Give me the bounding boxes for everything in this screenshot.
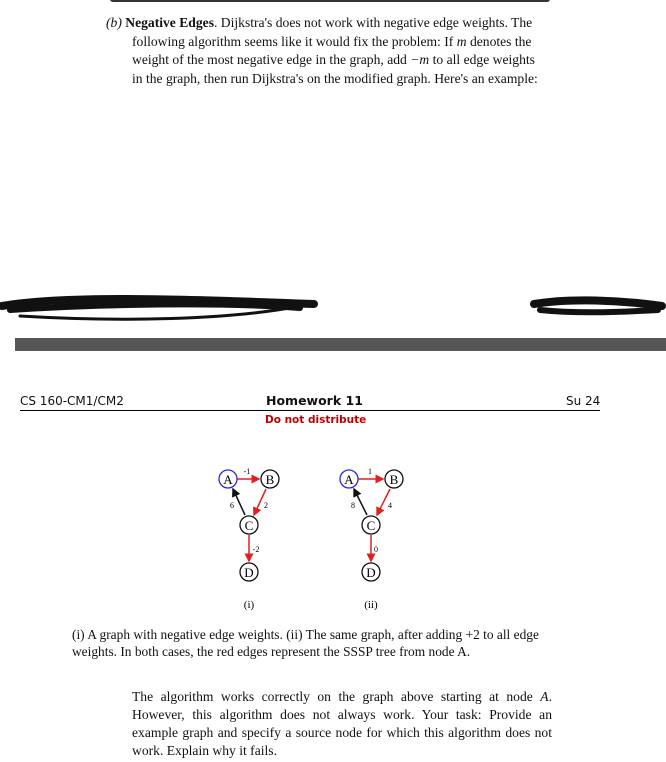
paragraph-line-2: following algorithm seems like it would fix the problem: If m denotes the xyxy=(132,33,532,49)
var-m: m xyxy=(456,33,467,49)
graph-ii-caption: (ii) xyxy=(364,599,378,611)
redaction-scribble-right xyxy=(530,294,666,320)
node-ii-b-label: B xyxy=(389,472,399,487)
task-source-node: A xyxy=(540,689,549,704)
var-neg-m: −m xyxy=(410,52,430,67)
figure-caption: (i) A graph with negative edge weights. (ii) The same graph, after adding +2 to all edge weights. In both cases, the red edges represent the SSSP tree from node A. xyxy=(72,627,539,659)
task-paragraph xyxy=(132,688,552,760)
line-1-text: Dijkstra's does not work with negative edge weights. The xyxy=(220,15,533,30)
negative-edges-paragraph xyxy=(106,14,554,88)
term-label: Su 24 xyxy=(566,394,601,408)
graph-ii xyxy=(340,467,403,611)
weight-i-ca: 6 xyxy=(230,501,234,510)
paragraph-line-3: weight of the most negative edge in the graph, add −m to all edge weights xyxy=(132,52,535,67)
course-label: CS 160-CM1/CM2 xyxy=(20,394,124,408)
node-i-b-label: B xyxy=(265,472,275,487)
weight-ii-bc: 4 xyxy=(388,501,392,510)
part-title: Negative Edges xyxy=(125,15,214,30)
edge-ii-ca xyxy=(354,489,367,515)
node-i-d-label: D xyxy=(244,565,254,580)
paragraph-line-4: in the graph, then run Dijkstra's on the modified graph. Here's an example: xyxy=(132,70,538,86)
cut-off-line xyxy=(110,0,550,2)
weight-ii-ab: 1 xyxy=(368,467,372,476)
homework-title: Homework 11 xyxy=(266,393,363,408)
node-i-c-label: C xyxy=(244,518,254,533)
node-ii-c-label: C xyxy=(366,518,376,533)
node-i-a-label: A xyxy=(223,472,233,487)
edge-i-ca xyxy=(233,489,245,515)
example-graphs-figure xyxy=(200,462,430,622)
task-part-2: . However, this algorithm does not always work. Your task: Provide an example graph and specify a source node for which this algorithm does not work. Explain why it fails. xyxy=(132,689,552,758)
weight-ii-ca: 8 xyxy=(351,501,355,510)
node-ii-a-label: A xyxy=(344,472,354,487)
task-part-1: The algorithm works correctly on the graph above starting at node xyxy=(132,689,533,704)
weight-i-bc: 2 xyxy=(264,501,268,510)
node-ii-d-label: D xyxy=(366,565,376,580)
header-rule xyxy=(20,410,600,411)
weight-i-ab: -1 xyxy=(243,467,251,476)
part-label: (b) xyxy=(106,15,122,30)
graph-i xyxy=(219,467,279,611)
graph-i-caption: (i) xyxy=(243,599,255,611)
weight-ii-cd: 0 xyxy=(374,545,378,554)
page-divider-bar xyxy=(15,338,666,351)
paragraph-line-1: (b) Negative Edges. Dijkstra's does not work with negative edge weights. The xyxy=(106,15,533,30)
do-not-distribute-notice: Do not distribute xyxy=(265,414,367,426)
redaction-scribble-left xyxy=(0,292,320,324)
weight-i-cd: -2 xyxy=(252,545,260,554)
